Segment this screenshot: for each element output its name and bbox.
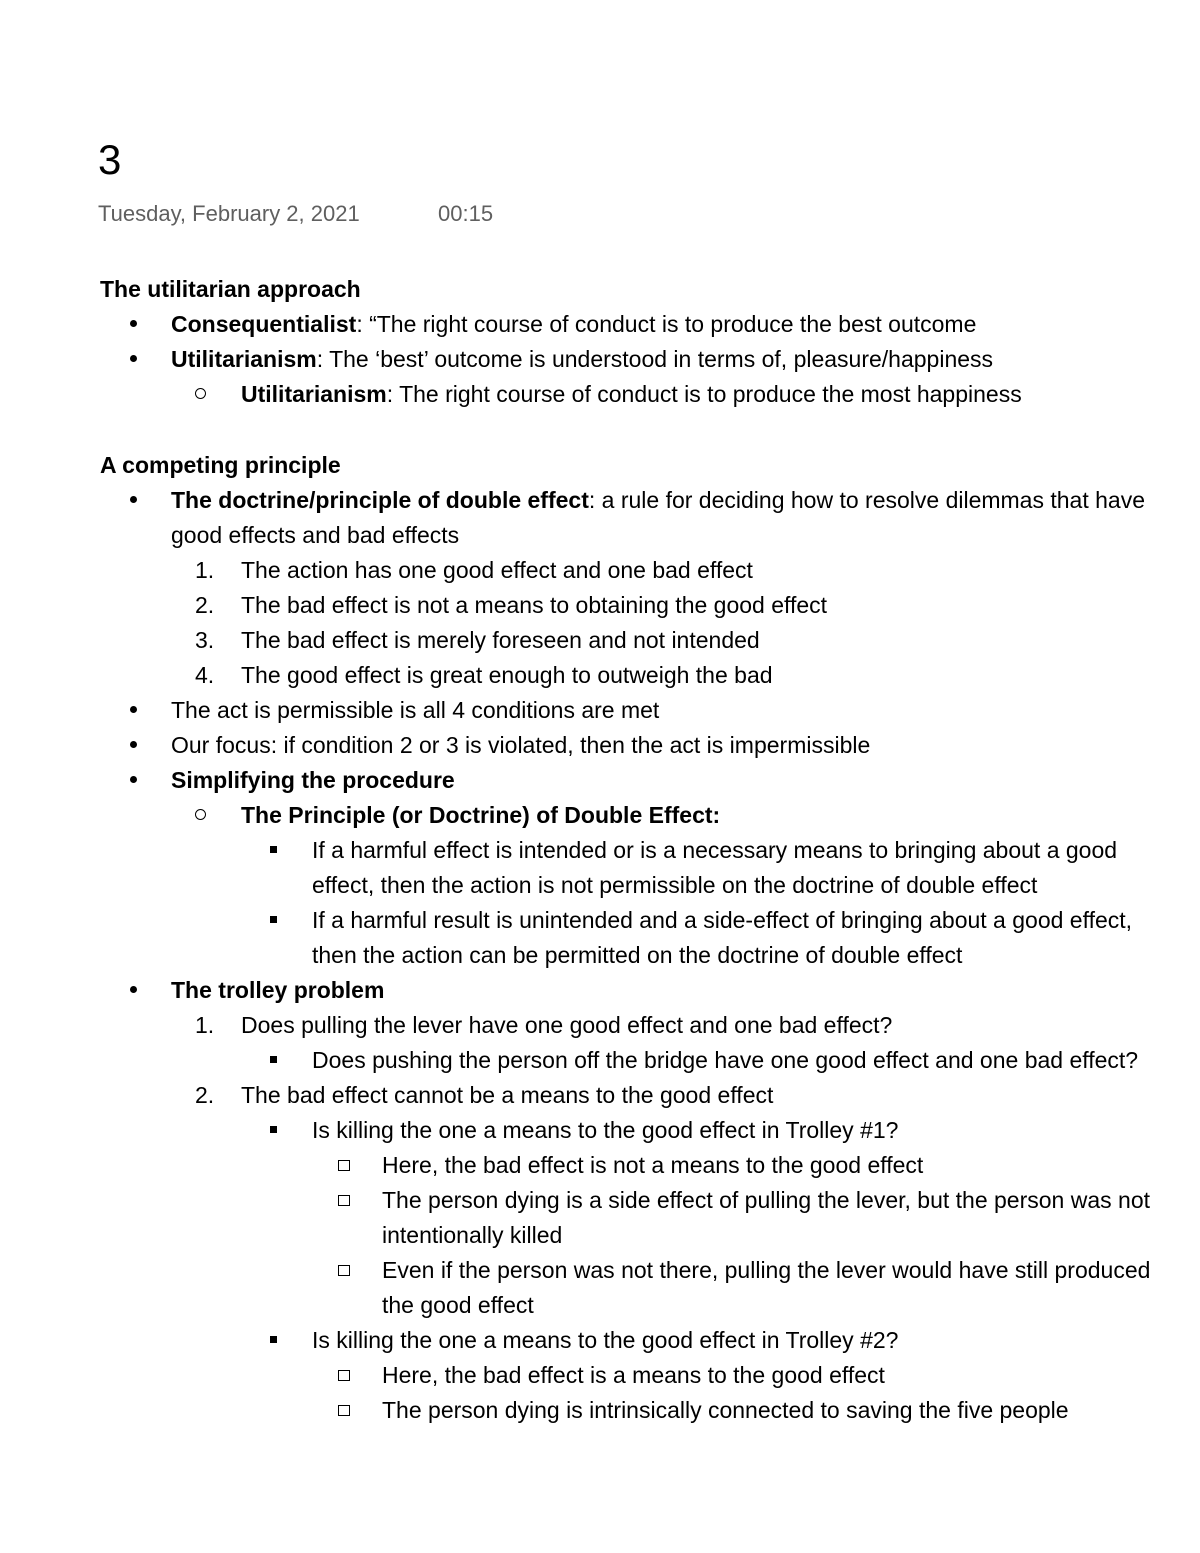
list-item: Here, the bad effect is not a means to the good effect — [100, 1148, 1200, 1183]
note-metadata — [98, 200, 494, 228]
list-item: The act is permissible is all 4 conditions are met — [100, 693, 1200, 728]
numbered-item: 1. The action has one good effect and one bad effect — [195, 557, 753, 583]
list-item: Is killing the one a means to the good effect in Trolley #1? — [100, 1113, 1200, 1148]
note-date: Tuesday, February 2, 2021 — [98, 201, 360, 226]
list-item: Is killing the one a means to the good effect in Trolley #2? — [100, 1323, 1200, 1358]
bullet-square — [270, 903, 277, 938]
list-item: The person dying is intrinsically connected to saving the five people — [100, 1393, 1200, 1428]
numbered-item: 2. The bad effect cannot be a means to the good effect — [195, 1082, 774, 1108]
list-item-continuation: good effects and bad effects — [171, 522, 460, 548]
bullet-box — [338, 1358, 350, 1393]
list-item: Utilitarianism: The ‘best’ outcome is understood in terms of, pleasure/happiness — [100, 342, 1200, 377]
list-item-continuation: then the action can be permitted on the doctrine of double effect — [312, 942, 963, 968]
bullet-box — [338, 1148, 350, 1183]
note-body — [100, 272, 1200, 1428]
bullet-dot — [130, 728, 137, 763]
numbered-item: 2. The bad effect is not a means to obtaining the good effect — [195, 592, 828, 618]
bullet-box — [338, 1253, 350, 1288]
list-item: Simplifying the procedure — [100, 763, 1200, 798]
bullet-box — [338, 1183, 350, 1218]
list-item: Utilitarianism: The right course of conduct is to produce the most happiness — [100, 377, 1200, 412]
bullet-circle — [195, 377, 206, 412]
bullet-square — [270, 833, 277, 868]
bullet-square — [270, 1323, 277, 1358]
numbered-item: 4. The good effect is great enough to outweigh the bad — [195, 662, 773, 688]
bullet-square — [270, 1113, 277, 1148]
list-item: If a harmful effect is intended or is a necessary means to bringing about a good — [100, 833, 1200, 868]
bullet-dot — [130, 483, 137, 518]
list-item: Even if the person was not there, pulling the lever would have still produced — [100, 1253, 1200, 1288]
bullet-dot — [130, 763, 137, 798]
section-heading: A competing principle — [100, 452, 341, 478]
list-item-continuation: effect, then the action is not permissible on the doctrine of double effect — [312, 872, 1038, 898]
list-item: The doctrine/principle of double effect: a rule for deciding how to resolve dilemmas that have — [100, 483, 1200, 518]
note-time: 00:15 — [438, 201, 494, 226]
numbered-item: 1. Does pulling the lever have one good effect and one bad effect? — [195, 1012, 893, 1038]
numbered-item: 3. The bad effect is merely foreseen and not intended — [195, 627, 760, 653]
bullet-square — [270, 1043, 277, 1078]
list-item: The person dying is a side effect of pulling the lever, but the person was not — [100, 1183, 1200, 1218]
list-item: The Principle (or Doctrine) of Double Effect: — [100, 798, 1200, 833]
bullet-dot — [130, 342, 137, 377]
bullet-circle — [195, 798, 206, 833]
list-item-continuation: the good effect — [382, 1292, 534, 1318]
list-item: Does pushing the person off the bridge have one good effect and one bad effect? — [100, 1043, 1200, 1078]
section-heading: The utilitarian approach — [100, 276, 361, 302]
bullet-box — [338, 1393, 350, 1428]
list-item: The trolley problem — [100, 973, 1200, 1008]
bullet-dot — [130, 307, 137, 342]
page-title: 3 — [98, 136, 122, 183]
bullet-dot — [130, 693, 137, 728]
list-item: Here, the bad effect is a means to the good effect — [100, 1358, 1200, 1393]
bullet-dot — [130, 973, 137, 1008]
list-item: Our focus: if condition 2 or 3 is violated, then the act is impermissible — [100, 728, 1200, 763]
list-item-continuation: intentionally killed — [382, 1222, 563, 1248]
list-item: If a harmful result is unintended and a side-effect of bringing about a good effect, — [100, 903, 1200, 938]
list-item: Consequentialist: “The right course of conduct is to produce the best outcome — [100, 307, 1200, 342]
